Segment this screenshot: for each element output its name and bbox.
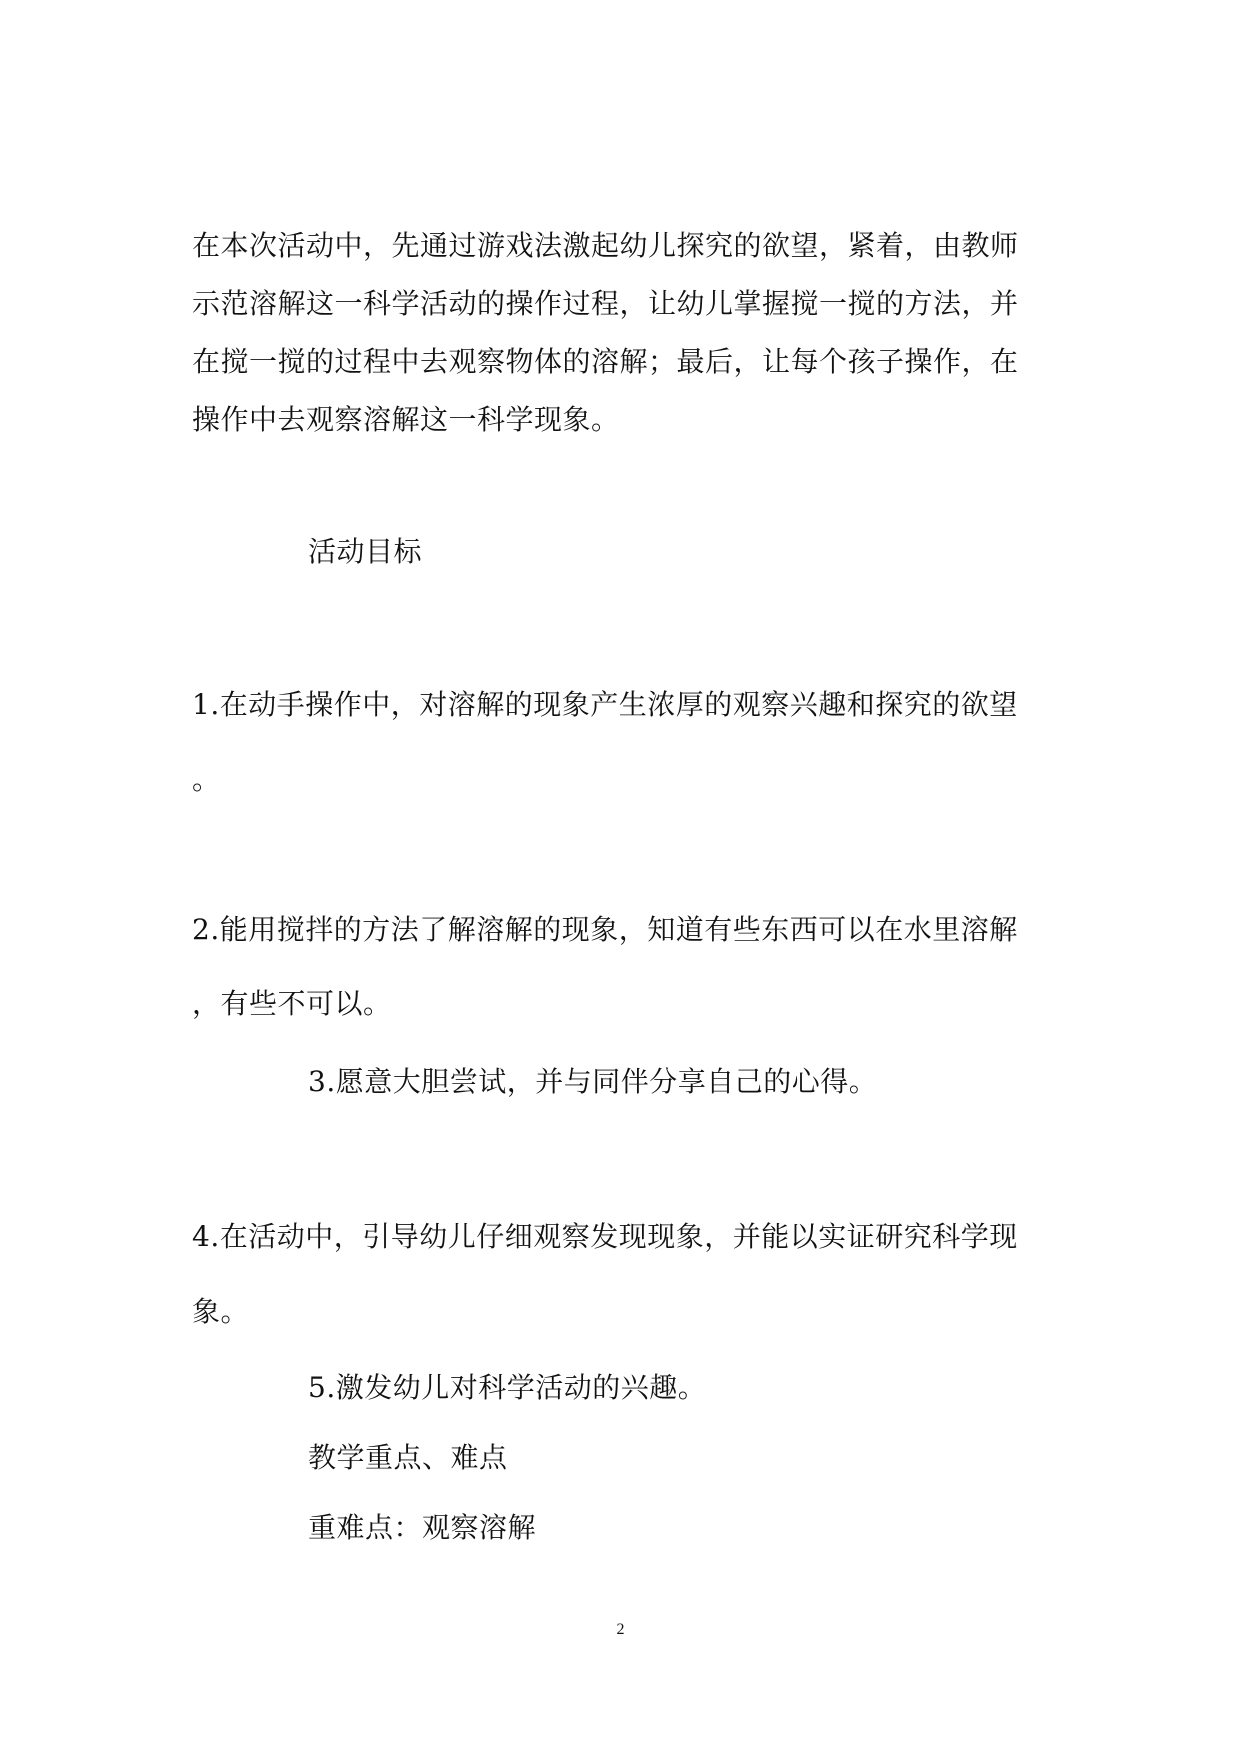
page-number: 2 <box>616 1621 625 1638</box>
goal-3: 3.愿意大胆尝试，并与同伴分享自己的心得。 <box>308 1065 878 1098</box>
intro-line-4: 操作中去观察溶解这一科学现象。 <box>192 403 620 436</box>
intro-line-2: 示范溶解这一科学活动的操作过程，让幼儿掌握搅一搅的方法，并 <box>192 287 1019 320</box>
goal-1-line-1: 1.在动手操作中，对溶解的现象产生浓厚的观察兴趣和探究的欲望 <box>192 688 1018 721</box>
key-points-heading: 教学重点、难点 <box>308 1441 508 1474</box>
goals-heading: 活动目标 <box>308 535 423 568</box>
intro-line-1: 在本次活动中，先通过游戏法激起幼儿探究的欲望，紧着，由教师 <box>192 229 1019 262</box>
goal-1-line-2: 。 <box>192 763 221 796</box>
goal-4-line-2: 象。 <box>192 1295 250 1328</box>
goal-5: 5.激发幼儿对科学活动的兴趣。 <box>308 1371 707 1404</box>
goal-4-line-1: 4.在活动中，引导幼儿仔细观察发现现象，并能以实证研究科学现 <box>192 1220 1018 1253</box>
key-point-text: 重难点：观察溶解 <box>308 1511 537 1544</box>
goal-2-line-2: ，有些不可以。 <box>192 987 392 1020</box>
intro-line-3: 在搅一搅的过程中去观察物体的溶解；最后，让每个孩子操作，在 <box>192 345 1019 378</box>
goal-2-line-1: 2.能用搅拌的方法了解溶解的现象，知道有些东西可以在水里溶解 <box>192 913 1018 946</box>
